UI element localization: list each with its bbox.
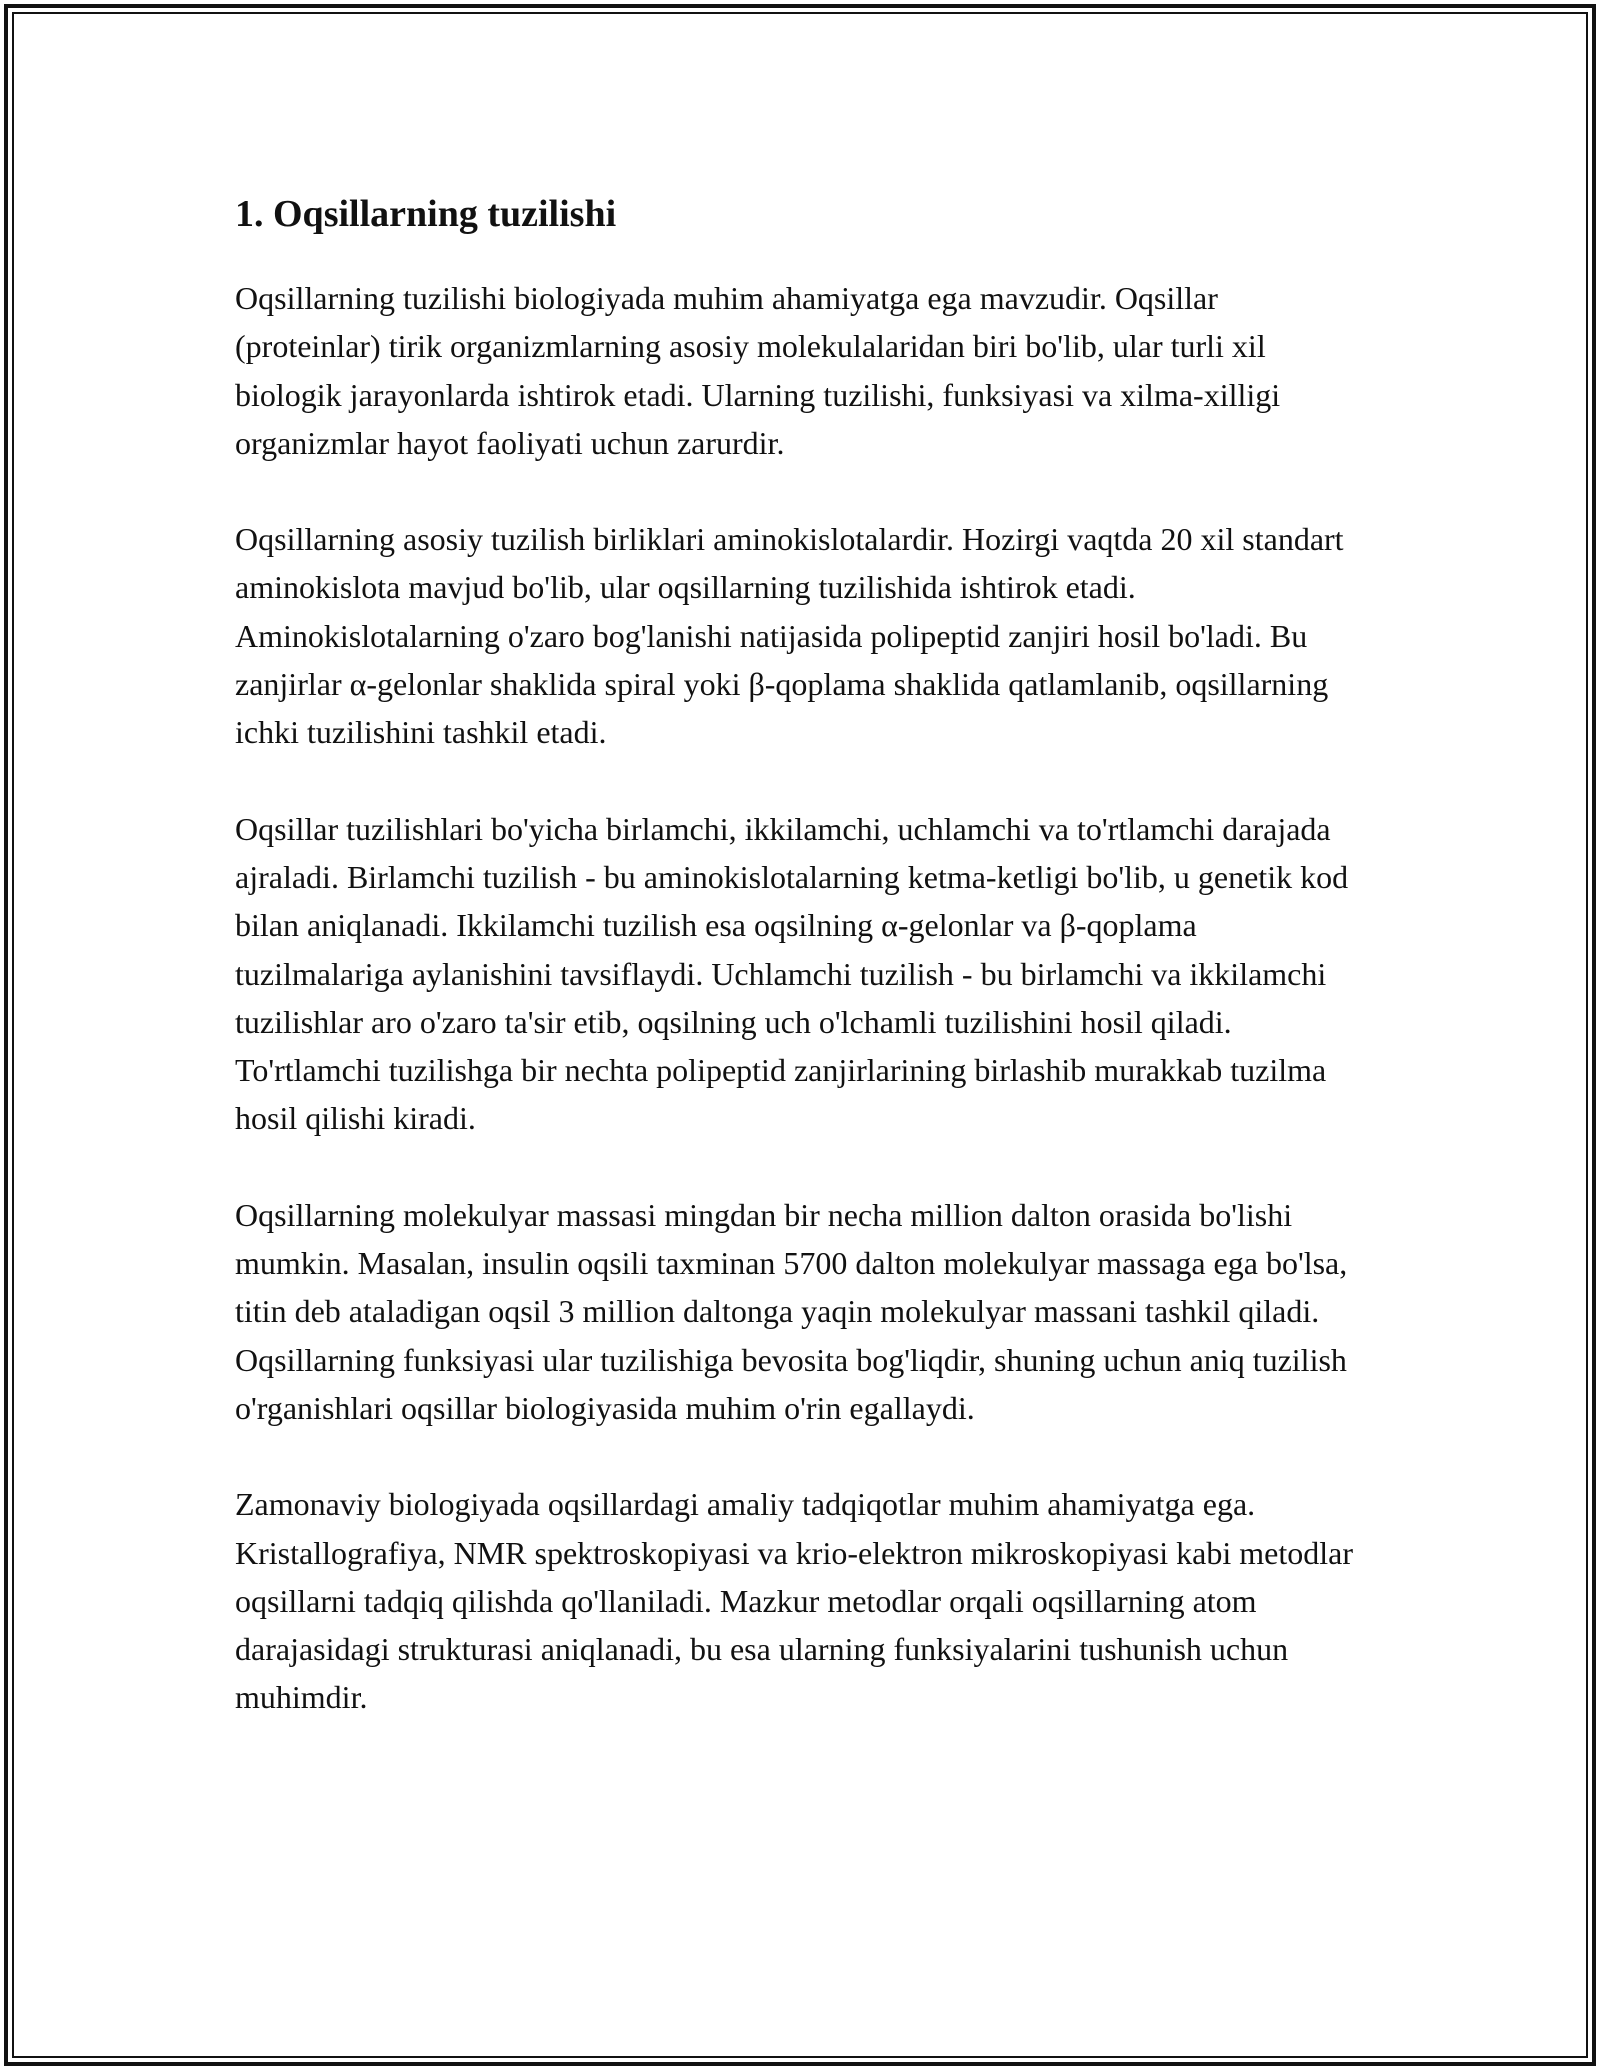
paragraph-3: Oqsillar tuzilishlari bo'yicha birlamchi, ikkilamchi, uchlamchi va to'rtlamchi darajada ajraladi. Birlamchi tuzilish - bu aminokislotalarning ketma-ketligi bo'lib, u genetik kod bilan aniqlanadi. Ikkilamchi tuzilish esa oqsilning α-gelonlar va β-qoplama tuzilmalariga aylanishini tavsiflaydi. Uchlamchi tuzilish - bu birlamchi va ikkilamchi tuzilishlar aro o'zaro ta'sir etib, oqsilning uch o'lchamli tuzilishini hosil qiladi. To'rtlamchi tuzilishga bir nechta polipeptid zanjirlarining birlashib murakkab tuzilma hosil qilishi kiradi. — [235, 810, 1349, 1137]
document-body — [235, 188, 1370, 1770]
paragraph-1: Oqsillarning tuzilishi biologiyada muhim ahamiyatga ega mavzudir. Oqsillar (proteinlar) tirik organizmlarning asosiy molekulalaridan biri bo'lib, ular turli xil biologik jarayonlarda ishtirok etadi. Ularning tuzilishi, funksiyasi va xilma-xilligi organizmlar hayot faoliyati uchun zarurdir. — [235, 280, 1281, 461]
paragraph-4: Oqsillarning molekulyar massasi mingdan bir necha million dalton orasida bo'lishi mumkin. Masalan, insulin oqsili taxminan 5700 dalton molekulyar massaga ega bo'lsa, titin deb ataladigan oqsil 3 million daltonga yaqin molekulyar massani tashkil qiladi. Oqsillarning funksiyasi ular tuzilishiga bevosita bog'liqdir, shuning uchun aniq tuzilish o'rganishlari oqsillar biologiyasida muhim o'rin egallaydi. — [235, 1196, 1348, 1426]
paragraph-2: Oqsillarning asosiy tuzilish birliklari aminokislotalardir. Hozirgi vaqtda 20 xil standart aminokislota mavjud bo'lib, ular oqsillarning tuzilishida ishtirok etadi. Aminokislotalarning o'zaro bog'lanishi natijasida polipeptid zanjiri hosil bo'ladi. Bu zanjirlar α-gelonlar shaklida spiral yoki β-qoplama shaklida qatlamlanib, oqsillarning ichki tuzilishini tashkil etadi. — [235, 521, 1344, 751]
paragraph-5: Zamonaviy biologiyada oqsillardagi amaliy tadqiqotlar muhim ahamiyatga ega. Kristallografiya, NMR spektroskopiyasi va krio-elektron mikroskopiyasi kabi metodlar oqsillarni tadqiq qilishda qo'llaniladi. Mazkur metodlar orqali oqsillarning atom darajasidagi strukturasi aniqlanadi, bu esa ularning funksiyalarini tushunish uchun muhimdir. — [235, 1486, 1353, 1716]
section-title: 1. Oqsillarning tuzilishi — [235, 193, 617, 235]
